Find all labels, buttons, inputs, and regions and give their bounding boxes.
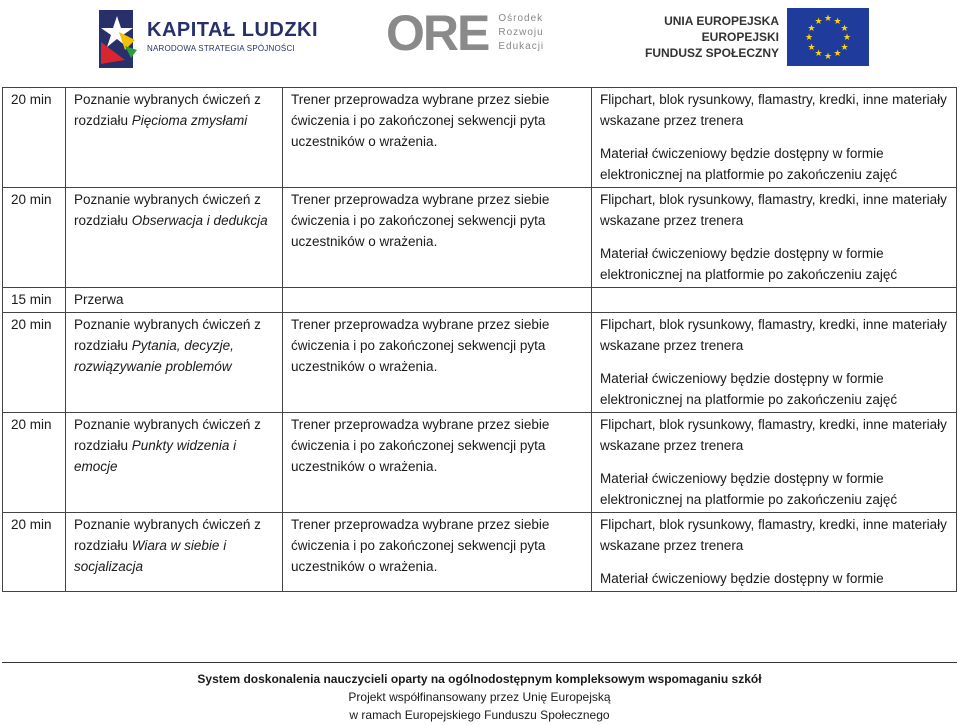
- eu-star-icon: ★: [833, 15, 842, 26]
- table-row: [3, 313, 957, 413]
- chapter-title: Pytania, decyzje, rozwiązywanie problemów: [74, 338, 234, 374]
- topic-cell: Poznanie wybranych ćwiczeń z rozdziału Punkty widzenia i emocje: [66, 413, 283, 513]
- topic-cell: Poznanie wybranych ćwiczeń z rozdziału Pytania, decyzje, rozwiązywanie problemów: [66, 313, 283, 413]
- kapital-ludzki-logo: [95, 2, 318, 70]
- kapital-ludzki-subtitle: NARODOWA STRATEGIA SPÓJNOŚCI: [147, 44, 295, 53]
- eu-fund-line2: FUNDUSZ SPOŁECZNY: [645, 46, 780, 60]
- time-cell: 20 min: [3, 88, 66, 188]
- eu-star-icon: ★: [833, 48, 842, 59]
- eu-star-icon: ★: [840, 22, 849, 33]
- materials-note: Materiał ćwiczeniowy będzie dostępny w formie elektronicznej na platformie po zakończeniu zajęć: [600, 471, 898, 507]
- materials-note: Materiał ćwiczeniowy będzie dostępny w formie elektronicznej na platformie po zakończeniu zajęć: [600, 146, 898, 182]
- materials-list: Flipchart, blok rysunkowy, flamastry, kredki, inne materiały wskazane przez trenera: [600, 517, 947, 553]
- time-cell: 20 min: [3, 188, 66, 288]
- chapter-title: Pięcioma zmysłami: [131, 113, 248, 128]
- page-footer: [0, 670, 959, 724]
- time-cell: 15 min: [3, 288, 66, 313]
- ore-word-3: Edukacji: [498, 41, 545, 52]
- time-cell: 20 min: [3, 413, 66, 513]
- chapter-title: Punkty widzenia i emocje: [74, 438, 237, 474]
- method-cell: Trener przeprowadza wybrane przez siebie ćwiczenia i po zakończonej sekwencji pyta uczestników o wrażenia.: [283, 88, 592, 188]
- table-row-break: [3, 288, 957, 313]
- eu-star-icon: ★: [814, 48, 823, 59]
- materials-note: Materiał ćwiczeniowy będzie dostępny w formie elektronicznej na platformie po zakończeniu zajęć: [600, 371, 898, 407]
- eu-star-icon: ★: [807, 22, 816, 33]
- materials-cell: [592, 188, 957, 288]
- materials-cell: [592, 413, 957, 513]
- materials-cell: [592, 513, 957, 592]
- eu-star-icon: ★: [824, 51, 833, 61]
- chapter-title: Wiara w siebie i socjalizacja: [74, 538, 227, 574]
- materials-note: Materiał ćwiczeniowy będzie dostępny w formie elektronicznej na platformie po zakończeniu zajęć: [600, 246, 898, 282]
- time-cell: 20 min: [3, 513, 66, 592]
- page-header: [0, 0, 959, 80]
- table-row: [3, 413, 957, 513]
- kapital-ludzki-star-icon: [95, 2, 139, 70]
- eu-star-icon: ★: [814, 15, 823, 26]
- chapter-title: Obserwacja i dedukcja: [131, 213, 268, 228]
- topic-cell: Poznanie wybranych ćwiczeń z rozdziału Obserwacja i dedukcja: [66, 188, 283, 288]
- ore-mark: ORE: [386, 5, 489, 61]
- time-cell: 20 min: [3, 313, 66, 413]
- eu-star-icon: ★: [807, 41, 816, 52]
- program-table: [2, 87, 957, 592]
- eu-star-icon: ★: [805, 32, 814, 42]
- topic-cell: Poznanie wybranych ćwiczeń z rozdziału Wiara w siebie i socjalizacja: [66, 513, 283, 592]
- footer-fund: w ramach Europejskiego Funduszu Społecznego: [349, 708, 610, 722]
- materials-list: Flipchart, blok rysunkowy, flamastry, kredki, inne materiały wskazane przez trenera: [600, 417, 947, 453]
- break-cell: Przerwa: [66, 288, 283, 313]
- empty-cell: [283, 288, 592, 313]
- ore-word-1: Ośrodek: [498, 13, 544, 24]
- materials-cell: [592, 88, 957, 188]
- table-row: [3, 188, 957, 288]
- materials-cell: [592, 313, 957, 413]
- empty-cell: [592, 288, 957, 313]
- materials-list: Flipchart, blok rysunkowy, flamastry, kredki, inne materiały wskazane przez trenera: [600, 317, 947, 353]
- footer-cofinancing: Projekt współfinansowany przez Unię Europejską: [348, 690, 611, 704]
- kapital-ludzki-title: KAPITAŁ LUDZKI: [147, 19, 319, 41]
- eu-fund-line1: EUROPEJSKI: [701, 30, 780, 44]
- table-row: [3, 513, 957, 592]
- materials-list: Flipchart, blok rysunkowy, flamastry, kredki, inne materiały wskazane przez trenera: [600, 192, 947, 228]
- eu-star-icon: ★: [840, 41, 849, 52]
- ore-logo: [386, 5, 545, 61]
- footer-project-title: System doskonalenia nauczycieli oparty na ogólnodostępnym kompleksowym wspomaganiu szkół: [197, 672, 762, 686]
- table-row: [3, 88, 957, 188]
- materials-note: Materiał ćwiczeniowy będzie dostępny w formie: [600, 571, 884, 586]
- method-cell: Trener przeprowadza wybrane przez siebie ćwiczenia i po zakończonej sekwencji pyta uczestników o wrażenia.: [283, 513, 592, 592]
- eu-flag-icon: [787, 8, 869, 66]
- ore-word-2: Rozwoju: [498, 27, 544, 38]
- method-cell: Trener przeprowadza wybrane przez siebie ćwiczenia i po zakończonej sekwencji pyta uczestników o wrażenia.: [283, 188, 592, 288]
- topic-cell: Poznanie wybranych ćwiczeń z rozdziału Pięcioma zmysłami: [66, 88, 283, 188]
- materials-list: Flipchart, blok rysunkowy, flamastry, kredki, inne materiały wskazane przez trenera: [600, 92, 947, 128]
- eu-star-icon: ★: [824, 13, 833, 23]
- method-cell: Trener przeprowadza wybrane przez siebie ćwiczenia i po zakończonej sekwencji pyta uczestników o wrażenia.: [283, 313, 592, 413]
- eu-logo: [645, 8, 869, 66]
- method-cell: Trener przeprowadza wybrane przez siebie ćwiczenia i po zakończonej sekwencji pyta uczestników o wrażenia.: [283, 413, 592, 513]
- footer-divider: [2, 662, 957, 663]
- eu-title: UNIA EUROPEJSKA: [664, 14, 780, 28]
- eu-star-icon: ★: [843, 32, 852, 42]
